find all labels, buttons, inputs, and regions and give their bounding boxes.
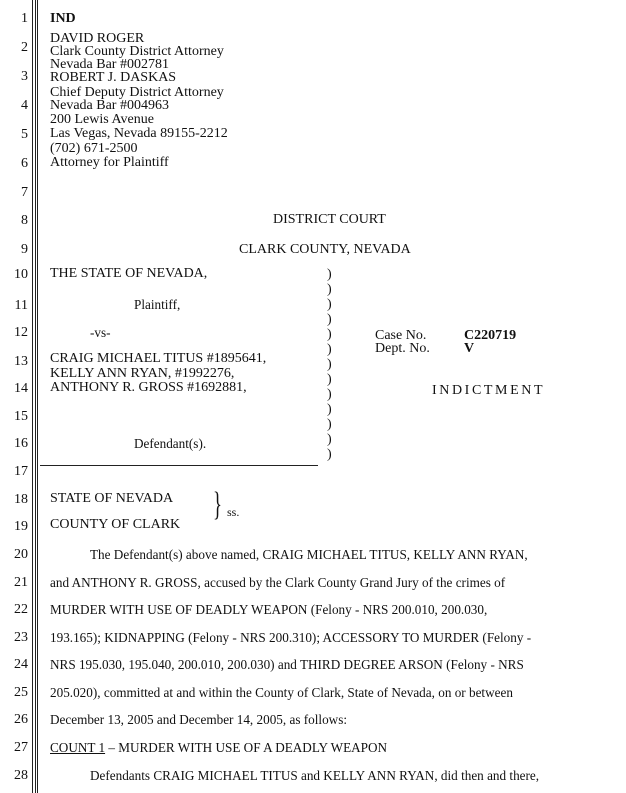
attorney-line: DAVID ROGER xyxy=(50,31,145,46)
caption-paren: ) xyxy=(327,372,332,387)
plaintiff-role: Plaintiff, xyxy=(134,297,181,312)
court-name: DISTRICT COURT xyxy=(273,212,386,227)
line-number: 18 xyxy=(14,492,28,507)
line-number: 24 xyxy=(14,657,28,672)
line-number: 7 xyxy=(21,185,28,200)
caption-paren: ) xyxy=(327,327,332,342)
line-number: 23 xyxy=(14,630,28,645)
caption-paren: ) xyxy=(327,267,332,282)
caption-paren: ) xyxy=(327,387,332,402)
line-number: 10 xyxy=(14,267,28,282)
defendant-name: ANTHONY R. GROSS #1692881, xyxy=(50,380,247,395)
versus: -vs- xyxy=(90,325,111,340)
case-no: C220719 xyxy=(464,328,517,343)
caption-paren: ) xyxy=(327,417,332,432)
defendant-role: Defendant(s). xyxy=(134,436,207,451)
dept-no: V xyxy=(464,341,475,356)
caption-paren: ) xyxy=(327,432,332,447)
line-number: 6 xyxy=(21,156,28,171)
line-number: 1 xyxy=(21,11,28,26)
plaintiff-name: THE STATE OF NEVADA, xyxy=(50,266,208,281)
venue-county: COUNTY OF CLARK xyxy=(50,517,181,532)
line-number: 27 xyxy=(14,740,28,755)
venue-state: STATE OF NEVADA xyxy=(50,491,174,506)
line-number: 4 xyxy=(21,98,28,113)
line-number: 28 xyxy=(14,768,28,783)
count-title: – MURDER WITH USE OF A DEADLY WEAPON xyxy=(105,740,388,755)
attorney-line: 200 Lewis Avenue xyxy=(50,112,154,127)
case-no-label: Case No. xyxy=(375,328,427,343)
line-number: 26 xyxy=(14,712,28,727)
line-number: 25 xyxy=(14,685,28,700)
caption-paren: ) xyxy=(327,282,332,297)
count-label: COUNT 1 xyxy=(50,740,106,755)
body-line: NRS 195.030, 195.040, 200.010, 200.030) and THIRD DEGREE ARSON (Felony - NRS xyxy=(50,657,524,672)
line-number: 13 xyxy=(14,354,28,369)
caption-paren: ) xyxy=(327,402,332,417)
venue-brace: } xyxy=(213,486,222,523)
document-type: IND xyxy=(50,11,76,26)
attorney-line: Nevada Bar #002781 xyxy=(50,57,169,72)
line-number: 9 xyxy=(21,242,28,257)
caption-paren: ) xyxy=(327,312,332,327)
line-number: 17 xyxy=(14,464,28,479)
line-number: 5 xyxy=(21,127,28,142)
venue-ss: ss. xyxy=(227,505,240,519)
defendant-name: KELLY ANN RYAN, #1992276, xyxy=(50,366,235,381)
line-number: 20 xyxy=(14,547,28,562)
left-margin-rule-inner xyxy=(35,0,36,793)
line-number: 15 xyxy=(14,409,28,424)
defendant-name: CRAIG MICHAEL TITUS #1895641, xyxy=(50,351,267,366)
attorney-line: Clark County District Attorney xyxy=(50,44,224,59)
caption-paren: ) xyxy=(327,342,332,357)
body-line: The Defendant(s) above named, CRAIG MICHAEL TITUS, KELLY ANN RYAN, xyxy=(90,547,528,562)
attorney-line: (702) 671-2500 xyxy=(50,141,138,156)
caption-underline xyxy=(40,465,318,466)
line-number: 11 xyxy=(14,298,28,313)
dept-no-label: Dept. No. xyxy=(375,341,430,356)
line-number: 3 xyxy=(21,69,28,84)
caption-paren: ) xyxy=(327,297,332,312)
caption-paren: ) xyxy=(327,447,332,462)
left-margin-rule xyxy=(32,0,33,793)
attorney-line: Chief Deputy District Attorney xyxy=(50,85,224,100)
line-number: 19 xyxy=(14,519,28,534)
body-line: and ANTHONY R. GROSS, accused by the Clark County Grand Jury of the crimes of xyxy=(50,575,506,590)
count-text: Defendants CRAIG MICHAEL TITUS and KELLY ANN RYAN, did then and there, xyxy=(90,768,540,783)
attorney-line: Las Vegas, Nevada 89155-2212 xyxy=(50,126,228,141)
attorney-line: Attorney for Plaintiff xyxy=(50,155,169,170)
body-line: December 13, 2005 and December 14, 2005, as follows: xyxy=(50,712,348,727)
court-county: CLARK COUNTY, NEVADA xyxy=(239,242,411,257)
line-number: 2 xyxy=(21,40,28,55)
attorney-line: Nevada Bar #004963 xyxy=(50,98,169,113)
body-line: 193.165); KIDNAPPING (Felony - NRS 200.310); ACCESSORY TO MURDER (Felony - xyxy=(50,630,532,645)
left-margin-rule-inner-2 xyxy=(37,0,38,793)
attorney-line: ROBERT J. DASKAS xyxy=(50,70,177,85)
document-title: INDICTMENT xyxy=(432,383,546,398)
line-number: 14 xyxy=(14,381,28,396)
line-number: 8 xyxy=(21,213,28,228)
line-number: 12 xyxy=(14,325,28,340)
body-line: 205.020), committed at and within the County of Clark, State of Nevada, on or between xyxy=(50,685,513,700)
caption-paren: ) xyxy=(327,357,332,372)
line-number: 16 xyxy=(14,436,28,451)
line-number: 22 xyxy=(14,602,28,617)
count-heading xyxy=(50,741,387,754)
body-line: MURDER WITH USE OF DEADLY WEAPON (Felony - NRS 200.010, 200.030, xyxy=(50,602,488,617)
line-number: 21 xyxy=(14,575,28,590)
